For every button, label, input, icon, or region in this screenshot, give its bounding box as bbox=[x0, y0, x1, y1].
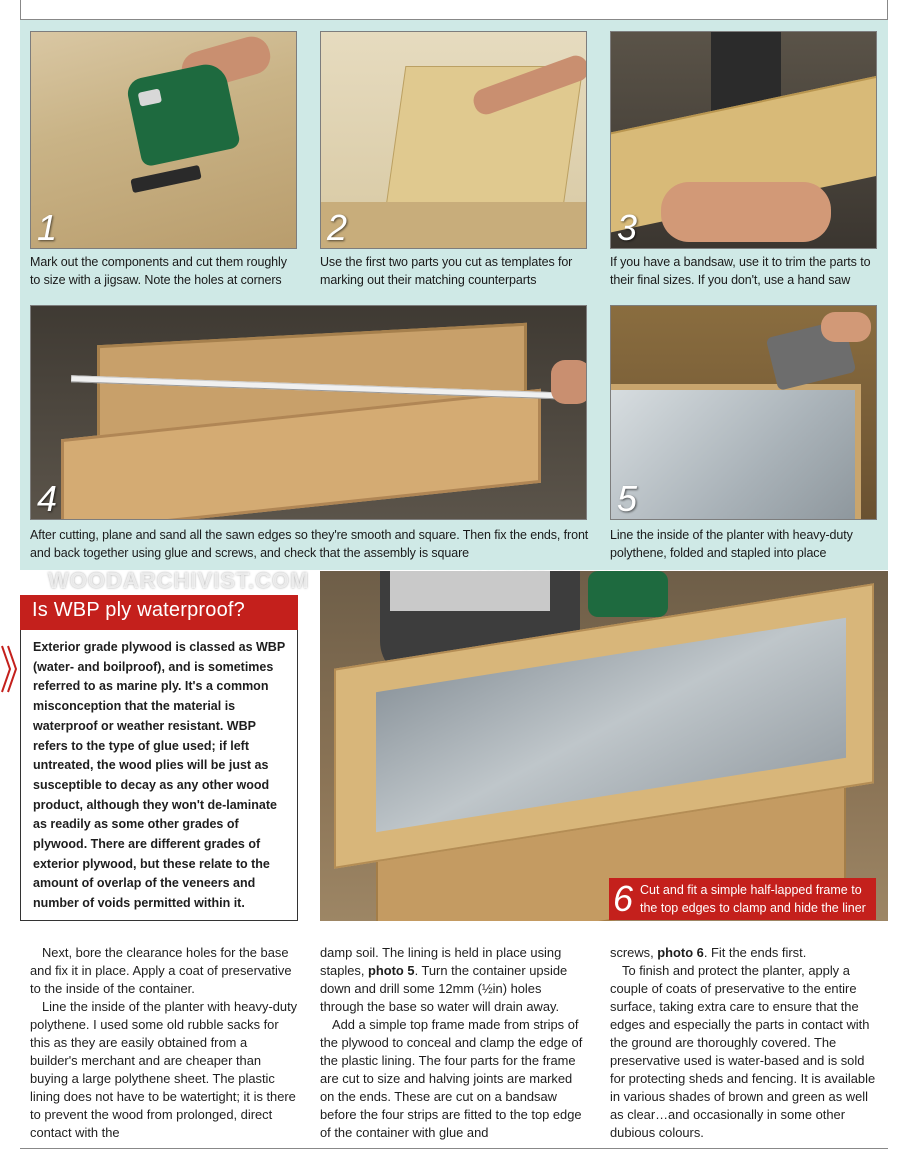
text-run: . Turn the container upside down and drill some 12mm (½in) holes through the base so water will drain away. bbox=[320, 963, 568, 1014]
watermark: WOODARCHIVIST.COM bbox=[48, 568, 310, 593]
step-6-caption: Cut and fit a simple half-lapped frame to the top edges to clamp and hide the liner bbox=[640, 883, 866, 915]
photo-6-top-frame bbox=[320, 571, 888, 921]
step-number: 5 bbox=[617, 478, 638, 519]
step-6-caption-box bbox=[609, 878, 876, 920]
step-number: 6 bbox=[613, 878, 634, 919]
text-run: damp soil. The lining is held in place using staples, bbox=[320, 945, 562, 978]
photo-4-assembly bbox=[30, 305, 587, 520]
hand-shape bbox=[821, 312, 871, 342]
paragraph: Next, bore the clearance holes for the base and fix it in place. Apply a coat of preservative to the inside of the container. bbox=[30, 945, 292, 996]
step-number: 1 bbox=[37, 207, 58, 248]
sidebar-title: Is WBP ply waterproof? bbox=[32, 599, 246, 621]
paragraph: Add a simple top frame made from strips of the plywood to conceal and clamp the edge of the plastic lining. The four parts for the frame are cut to size and halving joints are marked on the ends. These are cut on a bandsaw before the four strips are fitted to the top edge of the container with glue and bbox=[320, 1017, 583, 1140]
body-column-2 bbox=[320, 944, 588, 1142]
text-run: . Fit the ends first. bbox=[703, 945, 807, 960]
body-column-3 bbox=[610, 944, 878, 1142]
text-run: screws, bbox=[610, 945, 658, 960]
paragraph: Line the inside of the planter with heavy-duty polythene. I used some old rubble sacks for this as they are easily obtained from a builder's merchant and are cheaper than buying a large polythene sheet. The plastic lining does not have to be watertight; it is there to prevent the wood from prolonged, direct contact with the bbox=[30, 999, 298, 1140]
jigsaw-shape bbox=[125, 61, 241, 168]
step-3-caption: If you have a bandsaw, use it to trim the parts to their final sizes. If you don't, use a hand saw bbox=[610, 255, 871, 287]
photo-reference: photo 6 bbox=[657, 945, 704, 960]
photo-5-lining bbox=[610, 305, 877, 520]
hand-shape bbox=[661, 182, 831, 242]
chevron-right-icon bbox=[0, 640, 18, 698]
step-1-caption: Mark out the components and cut them roughly to size with a jigsaw. Note the holes at corners bbox=[30, 255, 287, 287]
shirt-shape bbox=[390, 571, 550, 611]
top-rule bbox=[20, 0, 888, 20]
step-number: 2 bbox=[327, 207, 348, 248]
step-5-caption: Line the inside of the planter with heavy-duty polythene, folded and stapled into place bbox=[610, 528, 853, 560]
body-column-1 bbox=[30, 944, 298, 1142]
step-4-caption: After cutting, plane and sand all the sawn edges so they're smooth and square. Then fix the ends, front and back together using glue and screws, and check that the assembly is square bbox=[30, 528, 589, 560]
plywood-edge-shape bbox=[321, 202, 587, 249]
sidebar-heading bbox=[20, 595, 298, 630]
paragraph bbox=[610, 944, 878, 962]
bottom-rule bbox=[20, 1148, 888, 1149]
photo-reference: photo 5 bbox=[368, 963, 415, 978]
step-number: 4 bbox=[37, 478, 58, 519]
jigsaw-blade-shape bbox=[130, 165, 201, 193]
photo-2-templates bbox=[320, 31, 587, 249]
drill-shape bbox=[588, 571, 668, 617]
paragraph: To finish and protect the planter, apply a couple of coats of preservative to the entire surface, taking extra care to ensure that the edges and especially the parts in contact with the ground are thoroughly covered. The preservative used is water-based and is sold for protecting sheds and fencing. It is available in various shades of brown and green as well as clear…and occasionally in some other dubious colours. bbox=[610, 963, 876, 1140]
polythene-liner-shape bbox=[611, 384, 861, 520]
step-2-caption: Use the first two parts you cut as templates for marking out their matching counterparts bbox=[320, 255, 573, 287]
photo-1-jigsaw bbox=[30, 31, 297, 249]
sidebar-body: Exterior grade plywood is classed as WBP (water- and boilproof), and is sometimes referred to as marine ply. It's a common misconception that the material is waterproof or weather resistant. WBP refers to the type of glue used; if left untreated, the wood plies will be just as susceptible to decay as any other wood product, although they won't de-laminate as readily as some other grades of plywood. There are different grades of exterior plywood, but these relate to the amount of overlap of the veneers and number of voids permitted within it. bbox=[33, 640, 285, 911]
paragraph bbox=[320, 944, 588, 1016]
hand-shape bbox=[551, 360, 587, 404]
step-number: 3 bbox=[617, 207, 638, 248]
photo-3-bandsaw bbox=[610, 31, 877, 249]
